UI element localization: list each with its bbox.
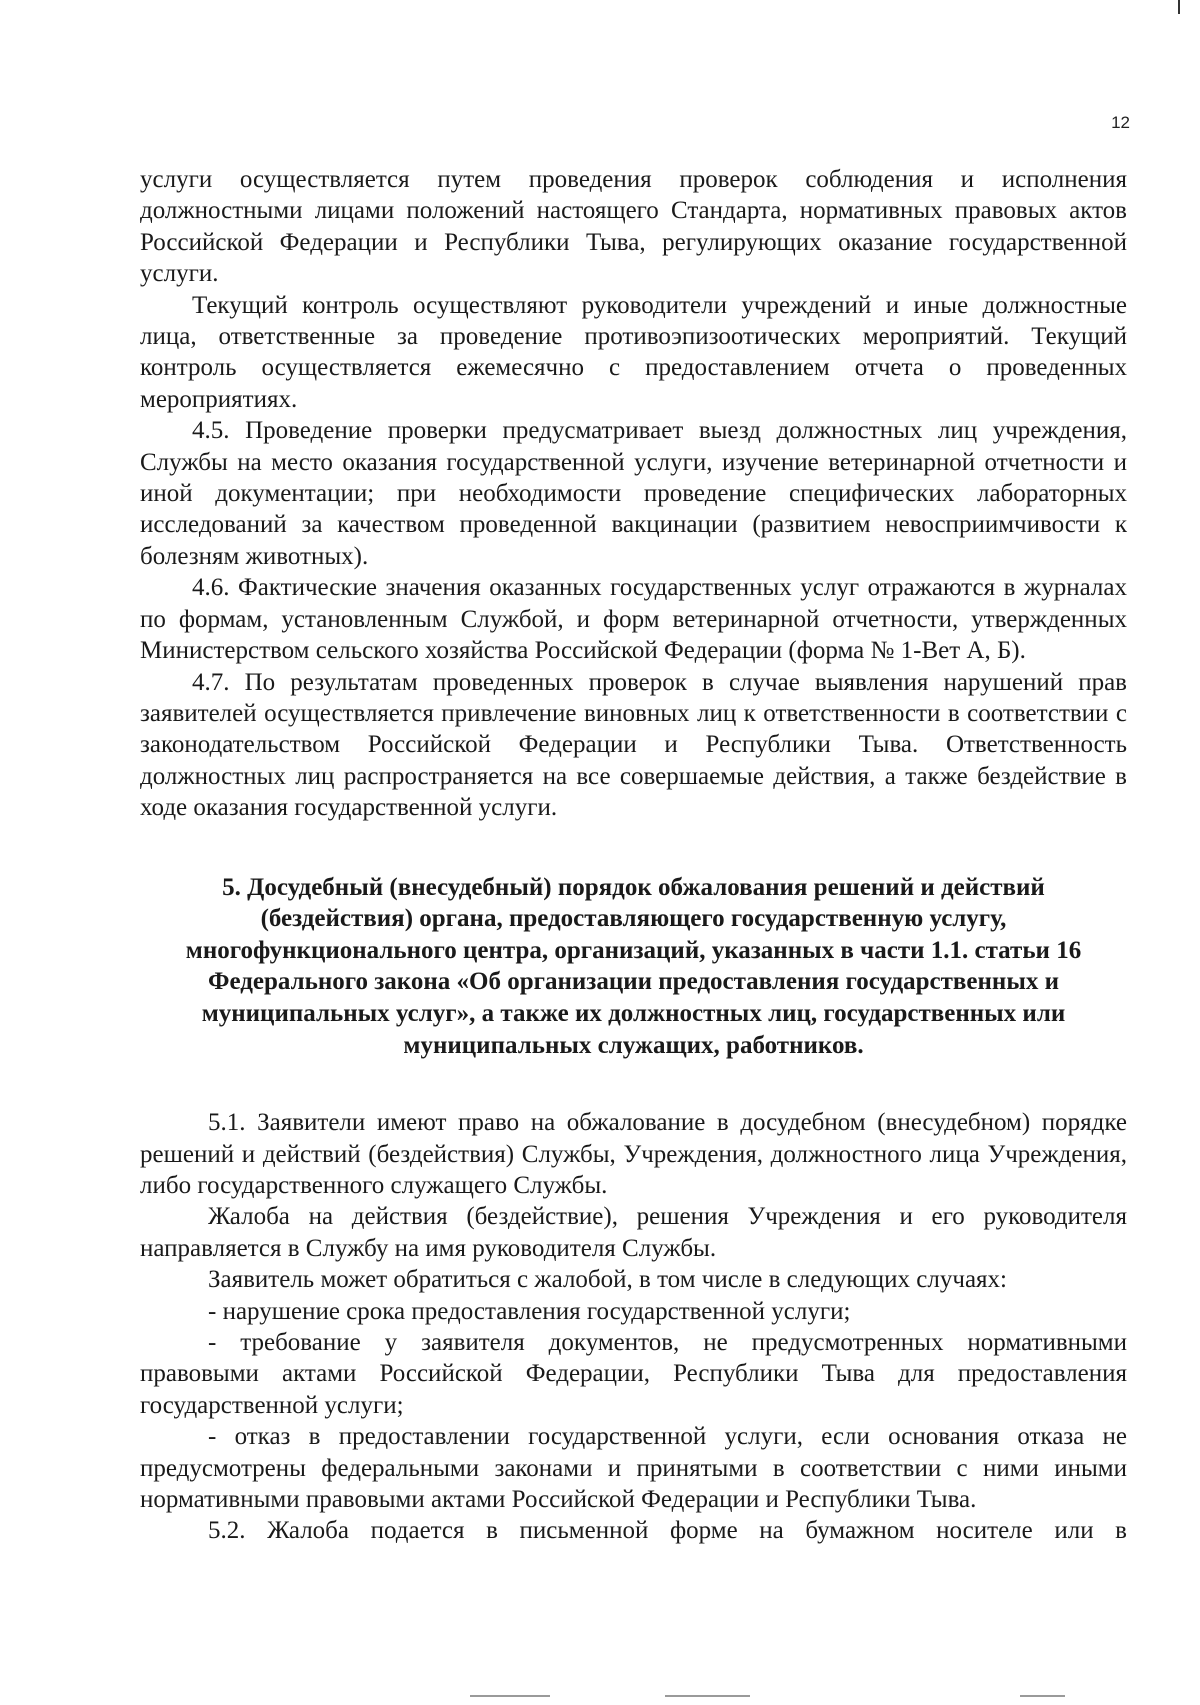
section-5-body — [140, 1107, 1127, 1547]
paragraph: - нарушение срока предоставления государственной услуги; — [208, 1297, 851, 1325]
heading-line: 5. Досудебный (внесудебный) порядок обжалования решений и действий — [222, 873, 1045, 901]
scan-bottom-marks — [0, 1695, 1200, 1699]
paragraph: Текущий контроль осуществляют руководители учреждений и иные должностные лица, ответственные за проведение противоэпизоотических мероприятий. Текущий контроль осуществляется ежемесячно с предоставлением отчета о проведенных мероприятиях. — [140, 291, 1127, 413]
paragraph: 4.5. Проведение проверки предусматривает выезд должностных лиц учреждения, Службы на место оказания государственной услуги, изучение ветеринарной отчетности и иной документации; при необходимости проведение специфических лабораторных исследований за качеством проведенной вакцинации (развитием невосприимчивости к болезням животных). — [140, 417, 1127, 570]
paragraph: Жалоба на действия (бездействие), решения Учреждения и его руководителя направляется в Службу на имя руководителя Службы. — [140, 1203, 1127, 1262]
scan-artifact-line — [665, 1695, 750, 1697]
paragraph: - отказ в предоставлении государственной услуги, если основания отказа не предусмотрены федеральными законами и принятыми в соответствии с ними иными нормативными правовыми актами Российской Федерации и Республики Тыва. — [140, 1423, 1127, 1513]
heading-line: многофункционального центра, организаций, указанных в части 1.1. статьи 16 — [185, 936, 1082, 964]
heading-line: (бездействия) органа, предоставляющего государственную услугу, — [260, 905, 1007, 933]
paragraph: Заявитель может обратиться с жалобой, в том числе в следующих случаях: — [208, 1266, 1007, 1294]
paragraph: 5.2. Жалоба подается в письменной форме на бумажном носителе или в — [208, 1517, 1127, 1545]
paragraph: 4.7. По результатам проведенных проверок в случае выявления нарушений прав заявителей осуществляется привлечение виновных лиц к ответственности в соответствии с законодательством Российской Федерации и Республики Тыва. Ответственность должностных лиц распространяется на все совершаемые действия, а также бездействие в ходе оказания государственной услуги. — [140, 668, 1127, 822]
document-body — [140, 164, 1127, 1547]
page-number: 12 — [1111, 113, 1130, 132]
heading-line: муниципальных услуг», а также их должностных лиц, государственных или — [201, 999, 1066, 1027]
section-5-heading — [140, 872, 1127, 1062]
scan-edge-mark — [1178, 0, 1180, 14]
scan-artifact-line — [470, 1695, 550, 1697]
section-4-continuation — [140, 164, 1127, 824]
paragraph: 5.1. Заявители имеют право на обжалование в досудебном (внесудебном) порядке решений и действий (бездействия) Службы, Учреждения, должностного лица Учреждения, либо государственного служащего Службы. — [140, 1109, 1127, 1199]
paragraph: 4.6. Фактические значения оказанных государственных услуг отражаются в журналах по формам, установленным Службой, и форм ветеринарной отчетности, утвержденных Министерством сельского хозяйства Российской Федерации (форма № 1-Вет А, Б). — [140, 574, 1127, 665]
paragraph: услуги осуществляется путем проведения проверок соблюдения и исполнения должностными лицами положений настоящего Стандарта, нормативных правовых актов Российской Федерации и Республики Тыва, регулирующих оказание государственной услуги. — [140, 166, 1127, 288]
heading-line: Федерального закона «Об организации предоставления государственных и — [208, 968, 1059, 996]
heading-line: муниципальных служащих, работников. — [403, 1031, 864, 1059]
paragraph: - требование у заявителя документов, не предусмотренных нормативными правовыми актами Российской Федерации, Республики Тыва для предоставления государственной услуги; — [140, 1328, 1127, 1419]
scan-artifact-line — [1020, 1695, 1065, 1697]
